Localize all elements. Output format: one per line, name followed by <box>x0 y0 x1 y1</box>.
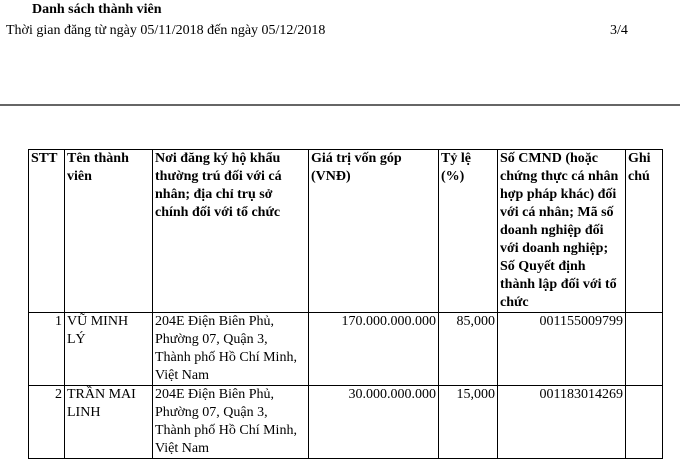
cell-rate: 85,000 <box>439 313 498 386</box>
header-stt: STT <box>29 150 65 313</box>
cell-capital: 30.000.000.000 <box>309 386 439 459</box>
page-number: 3/4 <box>610 23 628 38</box>
header-capital: Giá trị vốn góp (VNĐ) <box>309 150 439 313</box>
header-id: Số CMND (hoặc chứng thực cá nhân hợp pháp khác) đối với cá nhân; Mã số doanh nghiệp đối với doanh nghiệp; Số Quyết định thành lập đối với tổ chức <box>498 150 626 313</box>
header-note: Ghi chú <box>626 150 663 313</box>
header-rate: Tỷ lệ (%) <box>439 150 498 313</box>
cell-address: 204E Điện Biên Phủ, Phường 07, Quận 3, Thành phố Hồ Chí Minh, Việt Nam <box>153 386 309 459</box>
divider <box>0 104 680 106</box>
cell-capital: 170.000.000.000 <box>309 313 439 386</box>
cell-id: 001155009799 <box>498 313 626 386</box>
header-address: Nơi đăng ký hộ khẩu thường trú đối với cá nhân; địa chỉ trụ sở chính đối với tổ chức <box>153 150 309 313</box>
header-name: Tên thành viên <box>65 150 153 313</box>
registration-period: Thời gian đăng từ ngày 05/11/2018 đến ngày 05/12/2018 <box>6 23 326 38</box>
table-row <box>29 386 663 459</box>
cell-id: 001183014269 <box>498 386 626 459</box>
cell-stt: 1 <box>29 313 65 386</box>
cell-name: TRẦN MAI LINH <box>65 386 153 459</box>
cell-name: VŨ MINH LÝ <box>65 313 153 386</box>
cell-note <box>626 313 663 386</box>
table-row <box>29 313 663 386</box>
cell-rate: 15,000 <box>439 386 498 459</box>
document-title: Danh sách thành viên <box>32 2 162 17</box>
cell-address: 204E Điện Biên Phủ, Phường 07, Quận 3, Thành phố Hồ Chí Minh, Việt Nam <box>153 313 309 386</box>
cell-stt: 2 <box>29 386 65 459</box>
table-header-row <box>29 150 663 313</box>
members-table <box>28 149 663 459</box>
cell-note <box>626 386 663 459</box>
